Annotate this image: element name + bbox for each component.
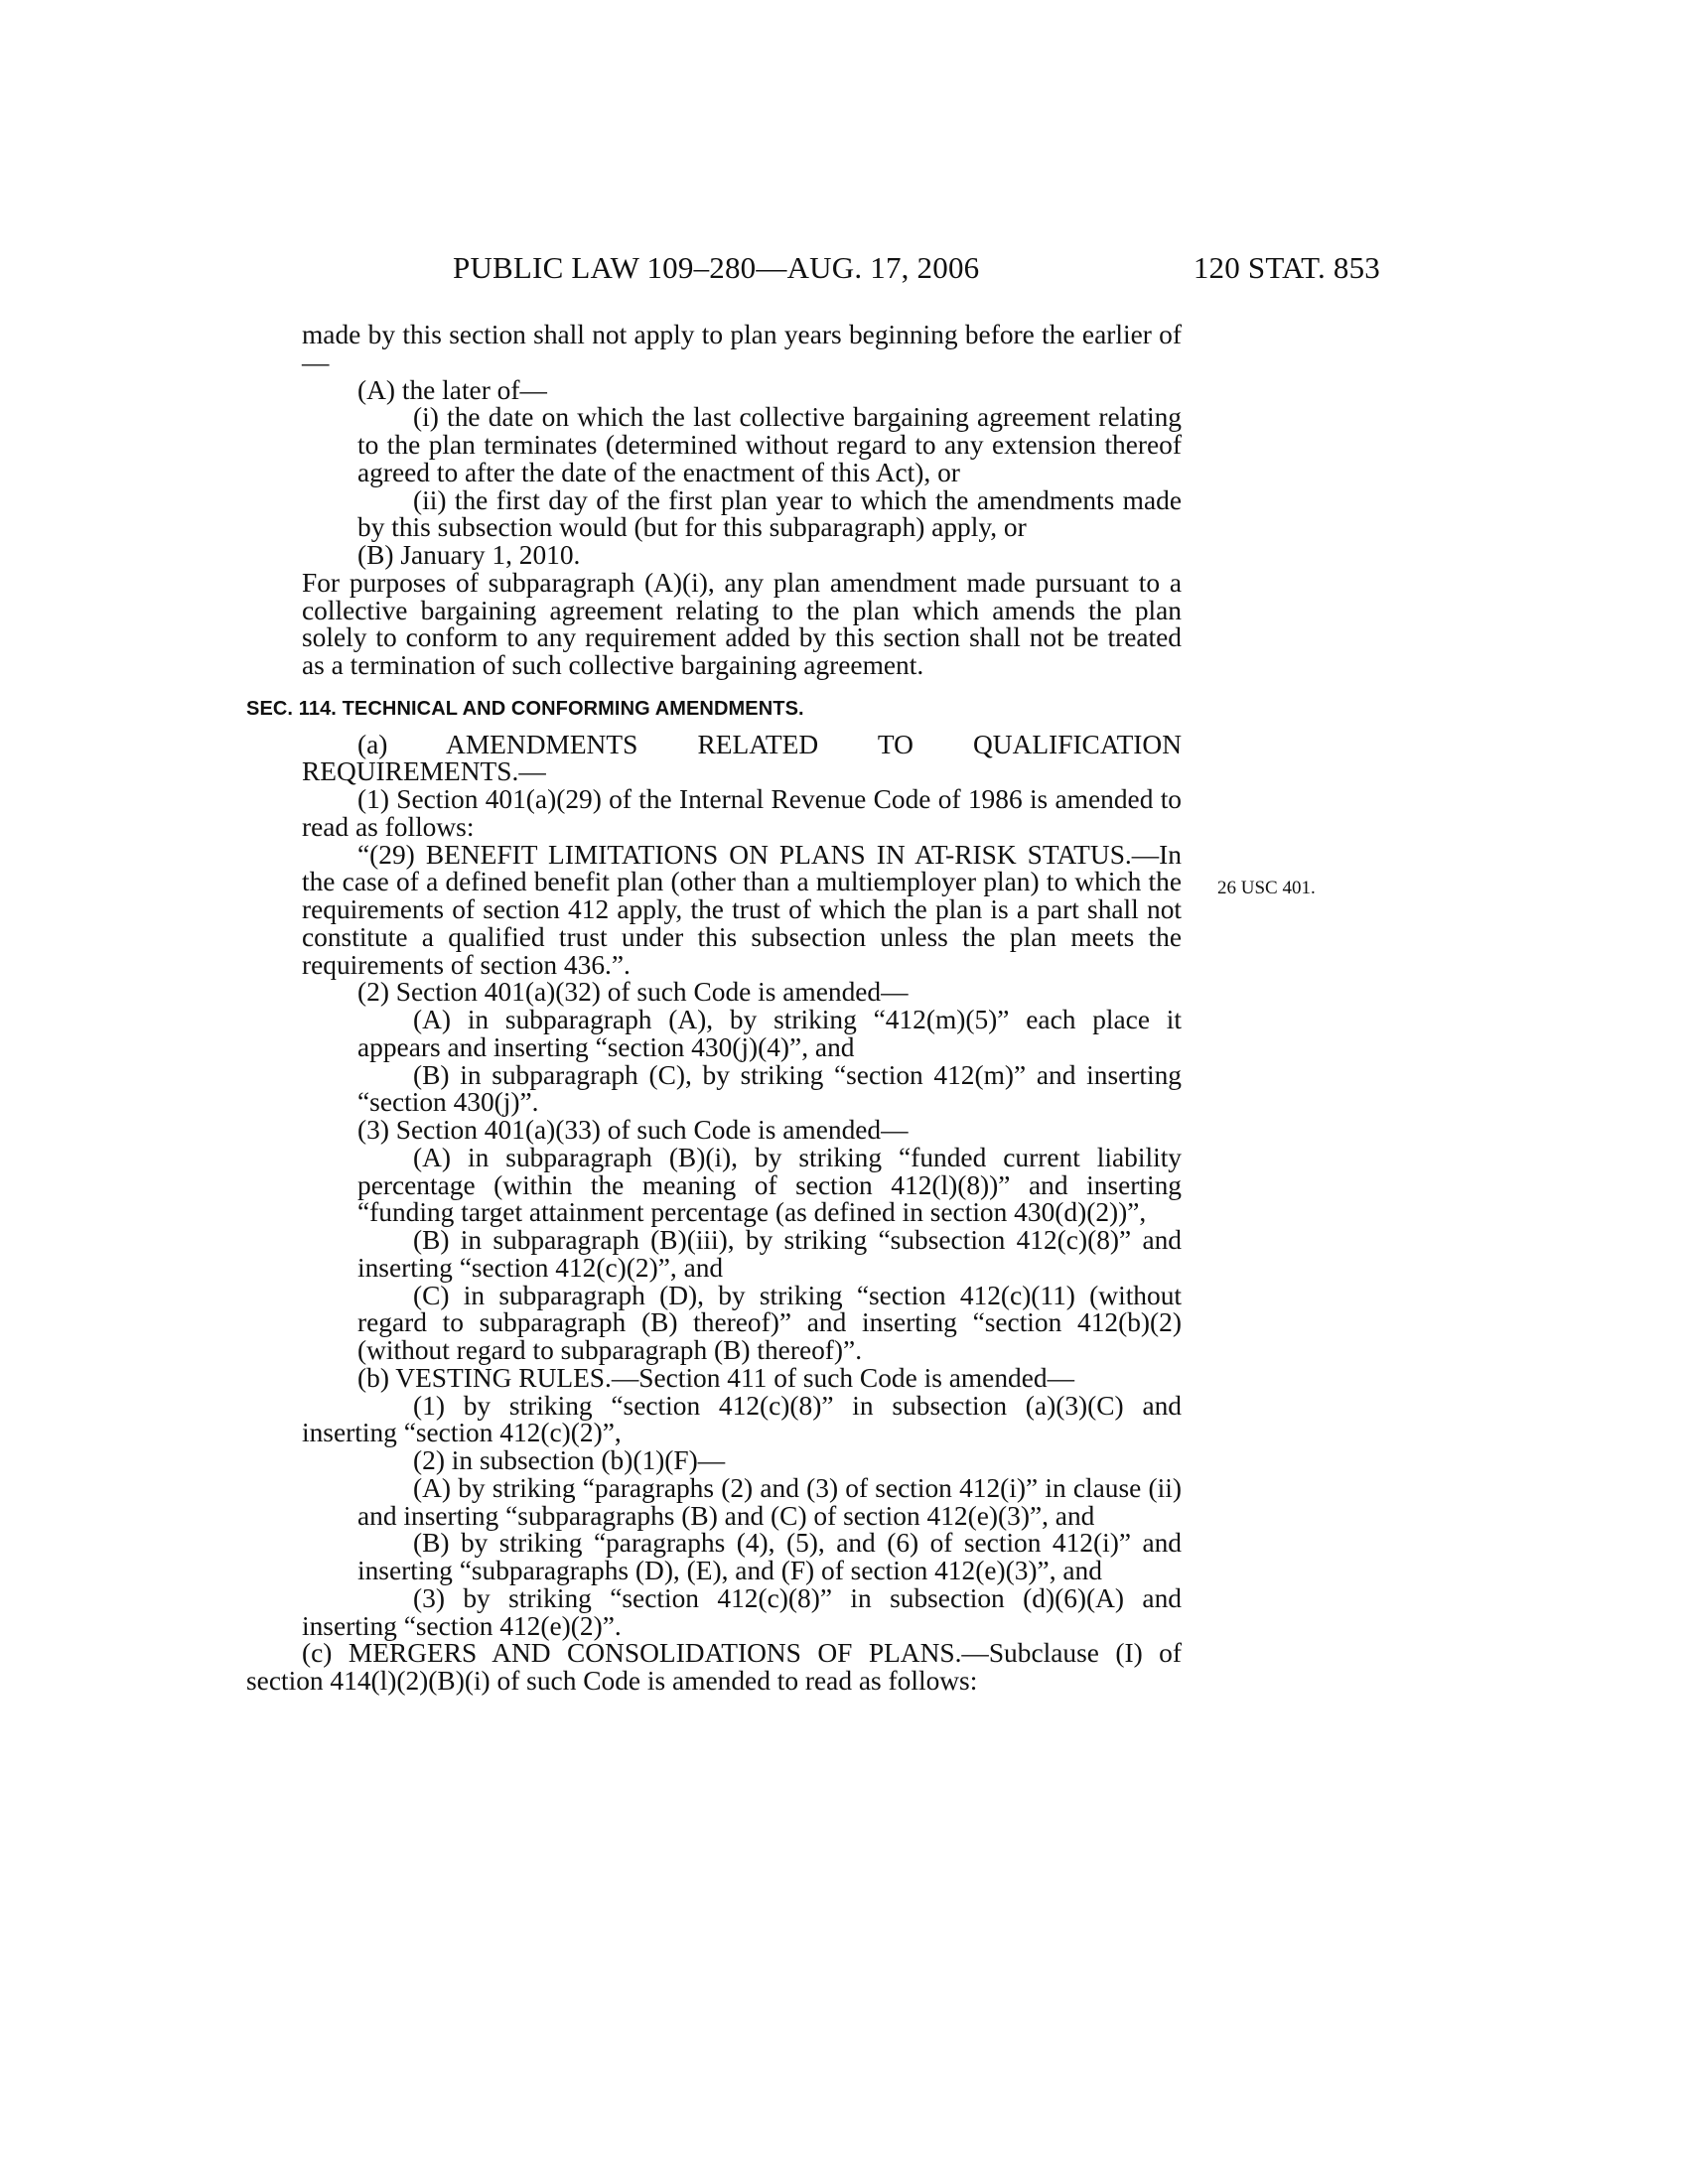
running-header [453,250,1380,290]
header-page-number: 120 STAT. 853 [1193,250,1380,285]
subsection-c: (c) MERGERS AND CONSOLIDATIONS OF PLANS.—Subclause (I) of section 414(l)(2)(B)(i) of such Code is amended to read as follows: [246,1638,1182,1696]
statute-body [246,320,1182,1696]
subsection-a-heading: (a) AMENDMENTS RELATED TO QUALIFICATION REQUIREMENTS.— [302,729,1182,787]
subparagraph-b: (B) January 1, 2010. [357,540,581,570]
subsection-b: (b) VESTING RULES.—Section 411 of such Code is amended— [357,1362,1074,1393]
subparagraph-2b: (B) in subparagraph (C), by striking “section 412(m)” and inserting “section 430(j)”. [357,1059,1182,1118]
subparagraph-b2b: (B) by striking “paragraphs (4), (5), and (6) of section 412(i)” and inserting “subparagraphs (D), (E), and (F) of section 412(e)(3)”, and [357,1528,1182,1585]
margin-citation: 26 USC 401. [1217,878,1316,898]
subparagraph-3c: (C) in subparagraph (D), by striking “section 412(c)(11) (without regard to subparagraph (B) thereof)” and inserting “section 412(b)(2) (without regard to subparagraph (B) thereof)”. [357,1280,1182,1365]
paragraph-1: (1) Section 401(a)(29) of the Internal Revenue Code of 1986 is amended to read as follows: [302,784,1182,842]
paragraph-b3: (3) by striking “section 412(c)(8)” in subsection (d)(6)(A) and inserting “section 412(e)(2)”. [302,1582,1182,1641]
subparagraph-2a: (A) in subparagraph (A), by striking “412(m)(5)” each place it appears and inserting “section 430(j)(4)”, and [357,1005,1182,1062]
clause-ii: (ii) the first day of the first plan year to which the amendments made by this subsection would (but for this subparagraph) apply, or [357,484,1182,543]
header-title: PUBLIC LAW 109–280—AUG. 17, 2006 [453,250,980,285]
quoted-paragraph-29: “(29) BENEFIT LIMITATIONS ON PLANS IN AT-RISK STATUS.—In the case of a defined benefit plan (other than a multiemployer plan) to which the requirements of section 412 apply, the trust of which the plan is a part shall not constitute a qualified trust under this subsection unless the plan meets the requirements of section 436.”. [302,839,1182,980]
flush-paragraph: For purposes of subparagraph (A)(i), any plan amendment made pursuant to a collective bargaining agreement relating to the plan which amends the plan solely to conform to any requirement added by this section shall not be treated as a termination of such collective bargaining agreement. [302,567,1182,680]
paragraph-2: (2) Section 401(a)(32) of such Code is amended— [357,977,909,1008]
subparagraph-b2a: (A) by striking “paragraphs (2) and (3) of section 412(i)” in clause (ii) and inserting “subparagraphs (B) and (C) of section 412(e)(3)”, and [357,1472,1182,1531]
subparagraph-3a: (A) in subparagraph (B)(i), by striking “funded current liability percentage (within the meaning of section 412(l)(8))” and inserting “funding target attainment percentage (as defined in section 430(d)(2))”, [357,1142,1182,1228]
subparagraph-3b: (B) in subparagraph (B)(iii), by striking “subsection 412(c)(8)” and inserting “section 412(c)(2)”, and [357,1225,1182,1283]
paragraph-b2: (2) in subsection (b)(1)(F)— [413,1445,726,1475]
paragraph-3: (3) Section 401(a)(33) of such Code is amended— [357,1115,909,1145]
section-heading: SEC. 114. TECHNICAL AND CONFORMING AMENDMENTS. [246,697,804,720]
paragraph-b1: (1) by striking “section 412(c)(8)” in subsection (a)(3)(C) and inserting “section 412(c)(2)”, [302,1390,1182,1448]
subparagraph-a: (A) the later of— [357,374,547,405]
paragraph-continuation: made by this section shall not apply to plan years beginning before the earlier of— [302,320,1182,377]
clause-i: (i) the date on which the last collective bargaining agreement relating to the plan terminates (determined without regard to any extension thereof agreed to after the date of the enactment of this Act), or [357,402,1182,487]
